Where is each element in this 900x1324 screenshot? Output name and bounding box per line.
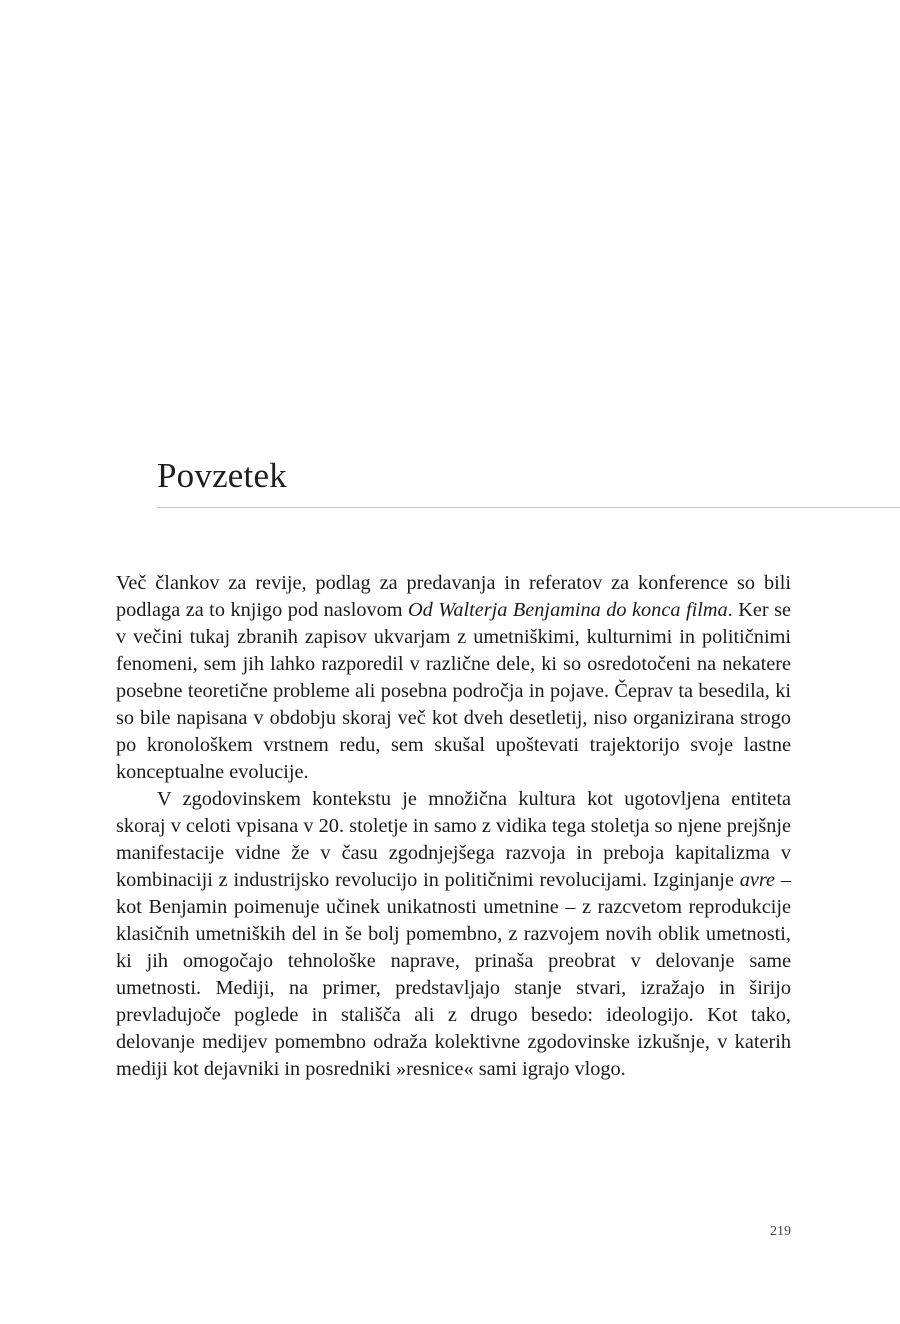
p1-run-1: Več člankov za revije, podlag za predavanja in referatov za konference so bili podlaga za to knjigo pod naslovom — [116, 572, 791, 621]
paragraph-1 — [116, 570, 791, 786]
body-text — [116, 570, 791, 1083]
section-heading: Povzetek — [157, 456, 287, 495]
p2-run-1: V zgodovinskem kontekstu je množična kultura kot ugotovljena entiteta skoraj v celoti vpisana v 20. stoletje in samo z vidika tega stoletja so njene prejšnje manifestacije vidne že v času zgodnjejšega razvoja in preboja kapitalizma v kombinaciji z industrijsko revolucijo in političnimi revolucijami. Izginjanje — [116, 788, 791, 891]
p1-run-3: . Ker se v večini tukaj zbranih zapisov ukvarjam z umetniškimi, kulturnimi in političnimi fenomeni, sem jih lahko razporedil v različne dele, ki so osredotočeni na nekatere posebne teoretične probleme ali posebna področja in pojave. Čeprav ta besedila, ki so bile napisana v obdobju skoraj več kot dveh desetletij, niso organizirana strogo po kronološkem vrstnem redu, sem skušal upoštevati trajektorijo svoje lastne konceptualne evolucije. — [116, 599, 791, 783]
p2-run-3: – kot Benjamin poimenuje učinek unikatnosti umetnine – z razcvetom reprodukcije klasičnih umetniških del in še bolj pomembno, z razvojem novih oblik umetnosti, ki jih omogočajo tehnološke naprave, prinaša preobrat v delovanje same umetnosti. Mediji, na primer, predstavljajo stanje stvari, izražajo in širijo prevladujoče poglede in stališča ali z drugo besedo: ideologijo. Kot tako, delovanje medijev pomembno odraža kolektivne zgodovinske izkušnje, v katerih mediji kot dejavniki in posredniki »resnice« sami igrajo vlogo. — [116, 869, 791, 1080]
heading-rule — [157, 507, 900, 508]
p1-book-title: Od Walterja Benjamina do konca filma — [408, 599, 728, 621]
paragraph-2 — [116, 786, 791, 1083]
p2-term-avre: avre — [739, 869, 776, 891]
page-number: 219 — [770, 1224, 791, 1239]
